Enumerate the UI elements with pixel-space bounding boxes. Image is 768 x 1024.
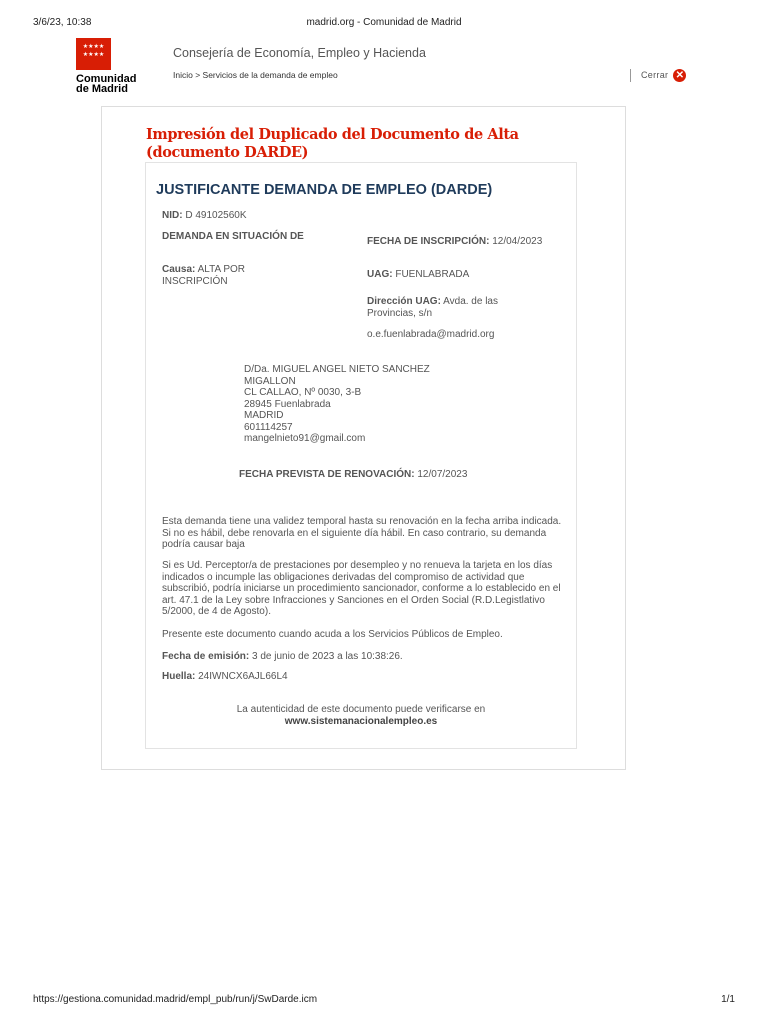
logo-text bbox=[76, 74, 146, 94]
flag-icon bbox=[76, 38, 111, 70]
situacion-label: DEMANDA EN SITUACIÓN DE bbox=[162, 231, 304, 242]
print-url: https://gestiona.comunidad.madrid/empl_pub/run/j/SwDarde.icm bbox=[33, 994, 318, 1005]
verify-text: La autenticidad de este documento puede verificarse en bbox=[236, 704, 486, 715]
address-line: CL CALLAO, Nº 0030, 3-B bbox=[244, 387, 362, 398]
situacion-field bbox=[162, 231, 312, 243]
emision-value: 3 de junio de 2023 a las 10:38:26. bbox=[252, 651, 403, 662]
huella-value: 24IWNCX6AJL66L4 bbox=[198, 671, 288, 682]
address-line: D/Da. MIGUEL ANGEL NIETO SANCHEZ bbox=[244, 364, 430, 375]
nid-field bbox=[162, 210, 247, 222]
page-title: Impresión del Duplicado del Documento de Alta (documento DARDE) bbox=[146, 126, 519, 161]
renovacion-field bbox=[239, 469, 467, 481]
address-line: MIGALLON bbox=[244, 375, 296, 387]
print-page-number: 1/1 bbox=[721, 994, 735, 1005]
address-block bbox=[244, 364, 430, 445]
logo-line-2: de Madrid bbox=[76, 83, 128, 95]
fecha-inscripcion-field bbox=[367, 236, 542, 248]
direccion-value: Avda. de las Provincias, s/n bbox=[367, 296, 498, 319]
uag-email: o.e.fuenlabrada@madrid.org bbox=[367, 329, 495, 340]
huella-label: Huella: bbox=[162, 671, 196, 682]
uag-field bbox=[367, 269, 469, 281]
stars-row-bottom: ★★★★ bbox=[82, 52, 105, 58]
emision-field bbox=[162, 651, 403, 663]
emision-label: Fecha de emisión: bbox=[162, 651, 250, 662]
comunidad-madrid-logo[interactable] bbox=[76, 38, 146, 94]
close-button[interactable] bbox=[630, 67, 686, 83]
uag-label: UAG: bbox=[367, 269, 393, 280]
causa-label: Causa: bbox=[162, 264, 196, 275]
close-label[interactable]: Cerrar bbox=[641, 70, 669, 80]
verify-url[interactable]: www.sistemanacionalempleo.es bbox=[284, 716, 438, 727]
fecha-inscripcion-label: FECHA DE INSCRIPCIÓN: bbox=[367, 236, 490, 247]
direccion-field bbox=[367, 296, 527, 319]
print-page-title: madrid.org - Comunidad de Madrid bbox=[306, 17, 462, 28]
consejeria-title: Consejería de Economía, Empleo y Hacienda bbox=[173, 46, 426, 60]
nid-value: D 49102560K bbox=[185, 210, 247, 221]
causa-value: ALTA POR INSCRIPCIÓN bbox=[162, 264, 246, 287]
address-line: MADRID bbox=[244, 410, 284, 421]
uag-value: FUENLABRADA bbox=[395, 269, 470, 280]
renovacion-value: 12/07/2023 bbox=[417, 469, 468, 480]
causa-field bbox=[162, 264, 282, 287]
logo-line-1: Comunidad bbox=[76, 73, 137, 85]
huella-field bbox=[162, 671, 288, 683]
fecha-inscripcion-value: 12/04/2023 bbox=[492, 236, 543, 247]
paragraph-present: Presente este documento cuando acuda a los Servicios Públicos de Empleo. bbox=[162, 629, 503, 640]
paragraph-validity: Esta demanda tiene una validez temporal hasta su renovación en la fecha arriba indicada. Si no es hábil, debe renovarla en el siguiente día hábil. En caso contrario, su demanda podría causar baja bbox=[162, 516, 562, 550]
renovacion-label: FECHA PREVISTA DE RENOVACIÓN: bbox=[239, 469, 415, 480]
address-line: mangelnieto91@gmail.com bbox=[244, 433, 366, 444]
stars-row-top: ★★★★ bbox=[82, 44, 105, 50]
verification-note bbox=[146, 704, 576, 728]
nid-label: NID: bbox=[162, 210, 183, 221]
paragraph-sanction: Si es Ud. Perceptor/a de prestaciones por desempleo y no renueva la tarjeta en los días indicados o incumple las obligaciones derivadas del compromiso de actividad que subscribió, podría iniciarse un procedimiento sancionador, conforme a lo establecido en el art. 47.1 de la Ley sobre Infracciones y Sanciones en el Orden Social (R.D.Legistlativo 5/2000, de 4 de Agosto). bbox=[162, 560, 561, 617]
breadcrumb[interactable]: Inicio > Servicios de la demanda de empleo bbox=[173, 70, 338, 80]
print-date: 3/6/23, 10:38 bbox=[33, 17, 92, 28]
address-line: 601114257 bbox=[244, 421, 293, 433]
direccion-label: Dirección UAG: bbox=[367, 296, 441, 307]
divider bbox=[630, 69, 631, 82]
close-icon[interactable]: ✕ bbox=[673, 69, 686, 82]
address-line: 28945 Fuenlabrada bbox=[244, 398, 331, 410]
document-title: JUSTIFICANTE DEMANDA DE EMPLEO (DARDE) bbox=[156, 182, 493, 198]
